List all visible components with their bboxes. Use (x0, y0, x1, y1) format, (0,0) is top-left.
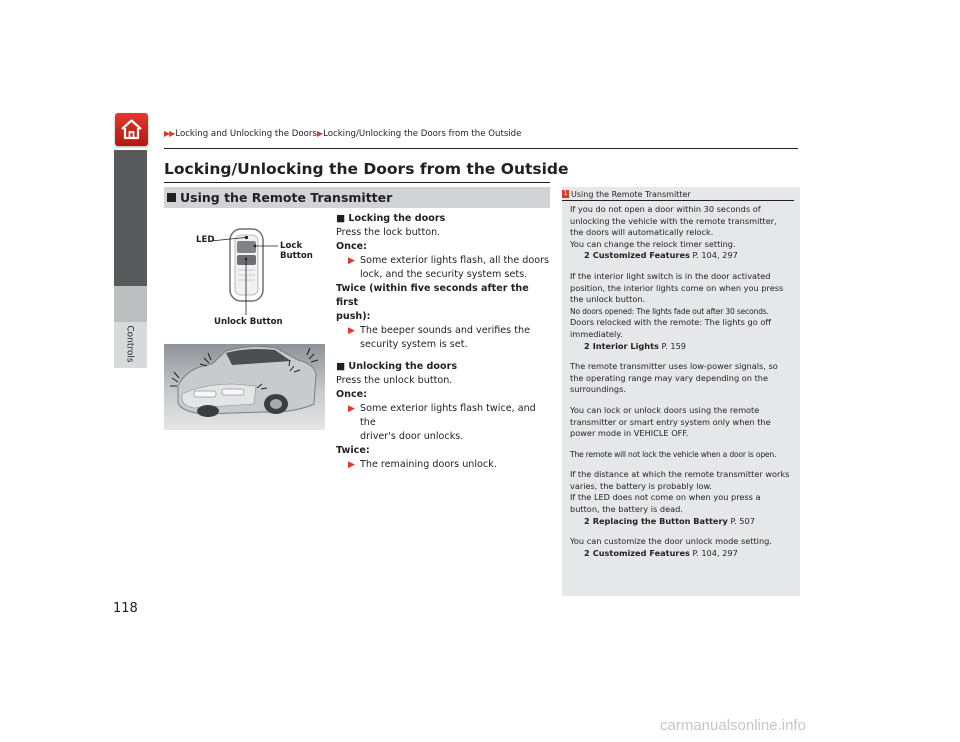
note-text: position, the interior lights come on when you press (570, 282, 784, 293)
note-text: the unlock button. (570, 294, 646, 305)
home-icon (119, 117, 144, 142)
step-arrow-icon: ▶ (348, 256, 355, 266)
ref-customized-features-2[interactable]: 2 Customized Features P. 104, 297 (584, 547, 738, 558)
note-text: button, the battery is dead. (570, 504, 683, 515)
breadcrumb-arrow-icon: ▶▶ (164, 129, 175, 138)
lock-button-label: Lock Button (280, 241, 313, 261)
side-tab-block (114, 286, 147, 322)
unlocking-twice-label: Twice: (336, 445, 370, 456)
unlocking-once-step: ▶ Some exterior lights flash twice, and the driver's door unlocks. (348, 403, 536, 442)
note-text: The remote transmitter uses low-power signals, so (570, 361, 778, 372)
page-number: 118 (113, 601, 138, 616)
locking-twice-step: ▶ The beeper sounds and verifies the security system is set. (348, 325, 530, 350)
section-heading: Using the Remote Transmitter (180, 190, 393, 205)
note-text: surroundings. (570, 384, 626, 395)
header-divider (164, 148, 798, 149)
note-text: You can lock or unlock doors using the remote (570, 404, 760, 415)
locking-once-step: ▶ Some exterior lights flash, all the doors lock, and the security system sets. (348, 255, 550, 280)
notes-heading: 1 Using the Remote Transmitter (562, 190, 794, 201)
unlocking-intro: Press the unlock button. (336, 375, 453, 386)
reference-icon: 2 (584, 340, 590, 351)
watermark: carmanualsonline.info (660, 717, 806, 734)
note-text: varies, the battery is probably low. (570, 480, 713, 491)
step-arrow-icon: ▶ (348, 404, 355, 414)
ref-interior-lights[interactable]: 2 Interior Lights P. 159 (584, 340, 687, 351)
note-text: power mode in VEHICLE OFF. (570, 428, 689, 439)
note-number-badge: 1 (563, 190, 568, 197)
note-text: If the distance at which the remote transmitter works (570, 469, 790, 480)
note-text: transmitter or smart entry system only when the (570, 416, 771, 427)
notes-body (570, 204, 798, 559)
note-text: the doors will automatically relock. (570, 227, 714, 238)
note-text: If you do not open a door within 30 seconds of (570, 204, 761, 214)
step-arrow-icon: ▶ (348, 460, 355, 470)
breadcrumb-current: Locking/Unlocking the Doors from the Outside (323, 129, 522, 139)
unlocking-twice-step: ▶ The remaining doors unlock. (348, 459, 497, 470)
unlocking-heading: ■ Unlocking the doors (336, 361, 458, 372)
led-label: LED (196, 235, 215, 245)
side-tab-block (114, 150, 147, 286)
reference-icon: 2 (584, 250, 590, 261)
home-button[interactable] (115, 113, 148, 146)
note-text: If the interior light switch is in the door activated (570, 270, 771, 281)
locking-twice-label: Twice (within five seconds after the first push): (336, 283, 529, 322)
note-text: If the LED does not come on when you press a (570, 492, 761, 503)
locking-once-label: Once: (336, 241, 368, 252)
note-text: The remote will not lock the vehicle when a door is open. (570, 449, 777, 459)
reference-icon: 2 (584, 547, 590, 558)
notes-sidebar (562, 187, 800, 596)
locking-intro: Press the lock button. (336, 227, 441, 238)
breadcrumb-link-locking[interactable]: Locking and Unlocking the Doors (175, 129, 317, 139)
note-text: You can customize the door unlock mode setting. (570, 536, 772, 547)
breadcrumb-arrow-icon: ▶ (316, 129, 323, 138)
unlock-button-label: Unlock Button (214, 317, 283, 327)
side-tab-label: Controls (125, 325, 136, 363)
section-square-icon (167, 193, 176, 202)
note-text: immediately. (570, 328, 623, 339)
note-text: Doors relocked with the remote: The lights go off (570, 317, 771, 328)
ref-replacing-battery[interactable]: 2 Replacing the Button Battery P. 507 (584, 515, 755, 526)
reference-icon: 2 (584, 515, 590, 526)
ref-customized-features[interactable]: 2 Customized Features P. 104, 297 (584, 250, 738, 261)
title-divider (164, 182, 550, 183)
unlocking-once-label: Once: (336, 389, 368, 400)
locking-heading: ■ Locking the doors (336, 213, 446, 224)
procedures (336, 212, 551, 472)
section-heading-bar (164, 187, 550, 208)
note-text: No doors opened: The lights fade out after 30 seconds. (570, 306, 769, 316)
note-text: unlocking the vehicle with the remote transmitter, (570, 215, 777, 226)
remote-transmitter-figure (164, 208, 325, 430)
note-text: the operating range may vary depending on the (570, 372, 769, 383)
step-arrow-icon: ▶ (348, 326, 355, 336)
note-text: You can change the relock timer setting. (570, 238, 736, 249)
page-title: Locking/Unlocking the Doors from the Outside (164, 160, 569, 178)
breadcrumb (164, 129, 521, 139)
